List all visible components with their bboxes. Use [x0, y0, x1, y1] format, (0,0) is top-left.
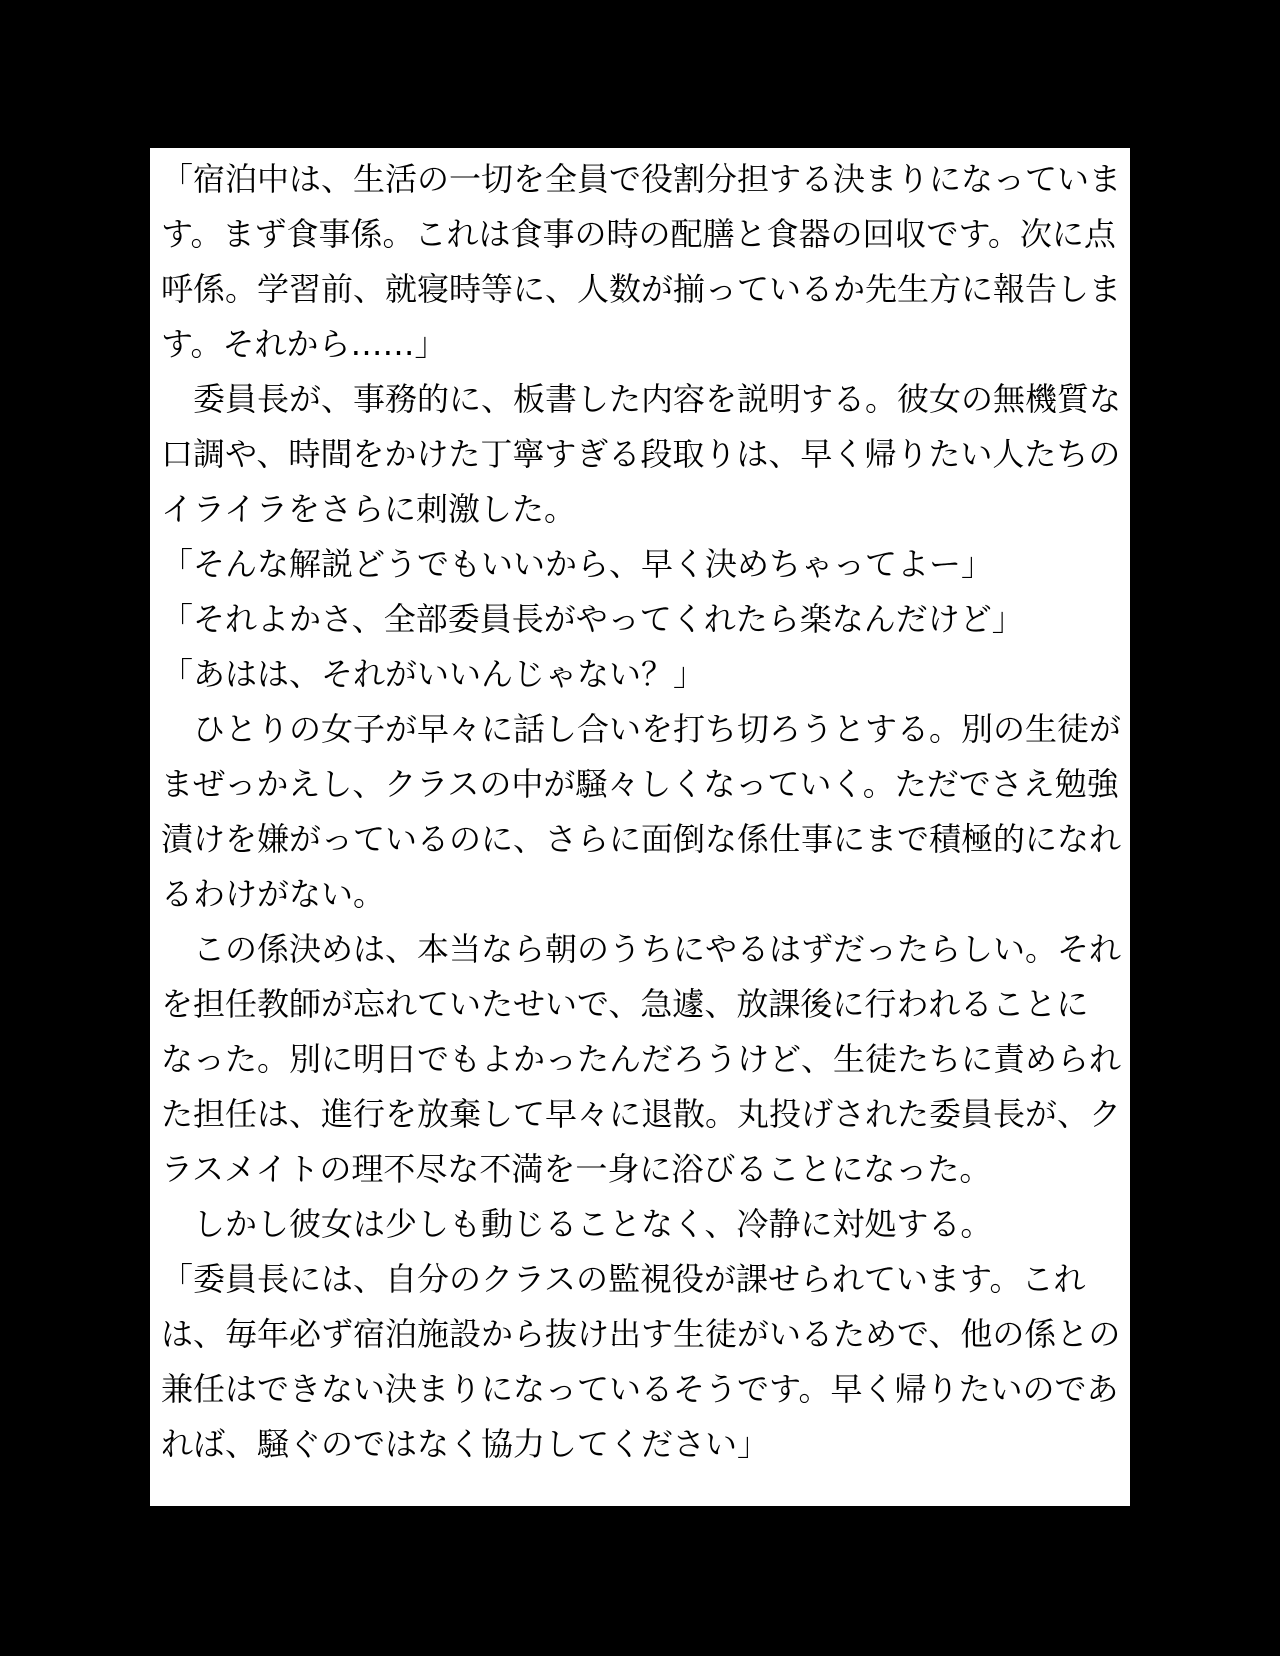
text-line: す。まず食事係。これは食事の時の配膳と食器の回収です。次に点: [161, 215, 1116, 253]
text-line: 漬けを嫌がっているのに、さらに面倒な係仕事にまで積極的になれ: [161, 820, 1121, 858]
text-line: す。それから……」: [161, 325, 447, 363]
text-line: ひとりの女子が早々に話し合いを打ち切ろうとする。別の生徒が: [161, 710, 1121, 748]
text-line: 「委員長には、自分のクラスの監視役が課せられています。これ: [161, 1260, 1086, 1298]
text-line: は、毎年必ず宿泊施設から抜け出す生徒がいるためで、他の係との: [161, 1315, 1121, 1353]
text-line: た担任は、進行を放棄して早々に退散。丸投げされた委員長が、ク: [161, 1095, 1121, 1133]
body-text: [161, 152, 1121, 1472]
text-line: ラスメイトの理不尽な不満を一身に浴びることになった。: [161, 1150, 992, 1188]
text-line: 兼任はできない決まりになっているそうです。早く帰りたいのであ: [161, 1370, 1119, 1408]
text-line: 「あはは、それがいいんじゃない？」: [161, 655, 706, 693]
text-line: この係決めは、本当なら朝のうちにやるはずだったらしい。それ: [161, 930, 1121, 968]
text-line: 口調や、時間をかけた丁寧すぎる段取りは、早く帰りたい人たちの: [161, 435, 1121, 473]
text-line: イライラをさらに刺激した。: [161, 490, 577, 528]
text-line: 呼係。学習前、就寝時等に、人数が揃っているか先生方に報告しま: [161, 270, 1121, 308]
text-line: まぜっかえし、クラスの中が騒々しくなっていく。ただでさえ勉強: [161, 765, 1119, 803]
text-line: しかし彼女は少しも動じることなく、冷静に対処する。: [161, 1205, 993, 1243]
text-line: るわけがない。: [161, 875, 386, 913]
text-line: 委員長が、事務的に、板書した内容を説明する。彼女の無機質な: [161, 380, 1121, 418]
text-line: 「そんな解説どうでもいいから、早く決めちゃってよー」: [161, 545, 994, 583]
page-sheet: [150, 148, 1130, 1506]
text-line: 「それよかさ、全部委員長がやってくれたら楽なんだけど」: [161, 600, 1024, 638]
text-line: なった。別に明日でもよかったんだろうけど、生徒たちに責められ: [161, 1040, 1121, 1078]
text-line: れば、騒ぐのではなく協力してください」: [161, 1425, 770, 1463]
text-line: を担任教師が忘れていたせいで、急遽、放課後に行われることに: [161, 985, 1089, 1023]
text-line: 「宿泊中は、生活の一切を全員で役割分担する決まりになっていま: [161, 160, 1121, 198]
